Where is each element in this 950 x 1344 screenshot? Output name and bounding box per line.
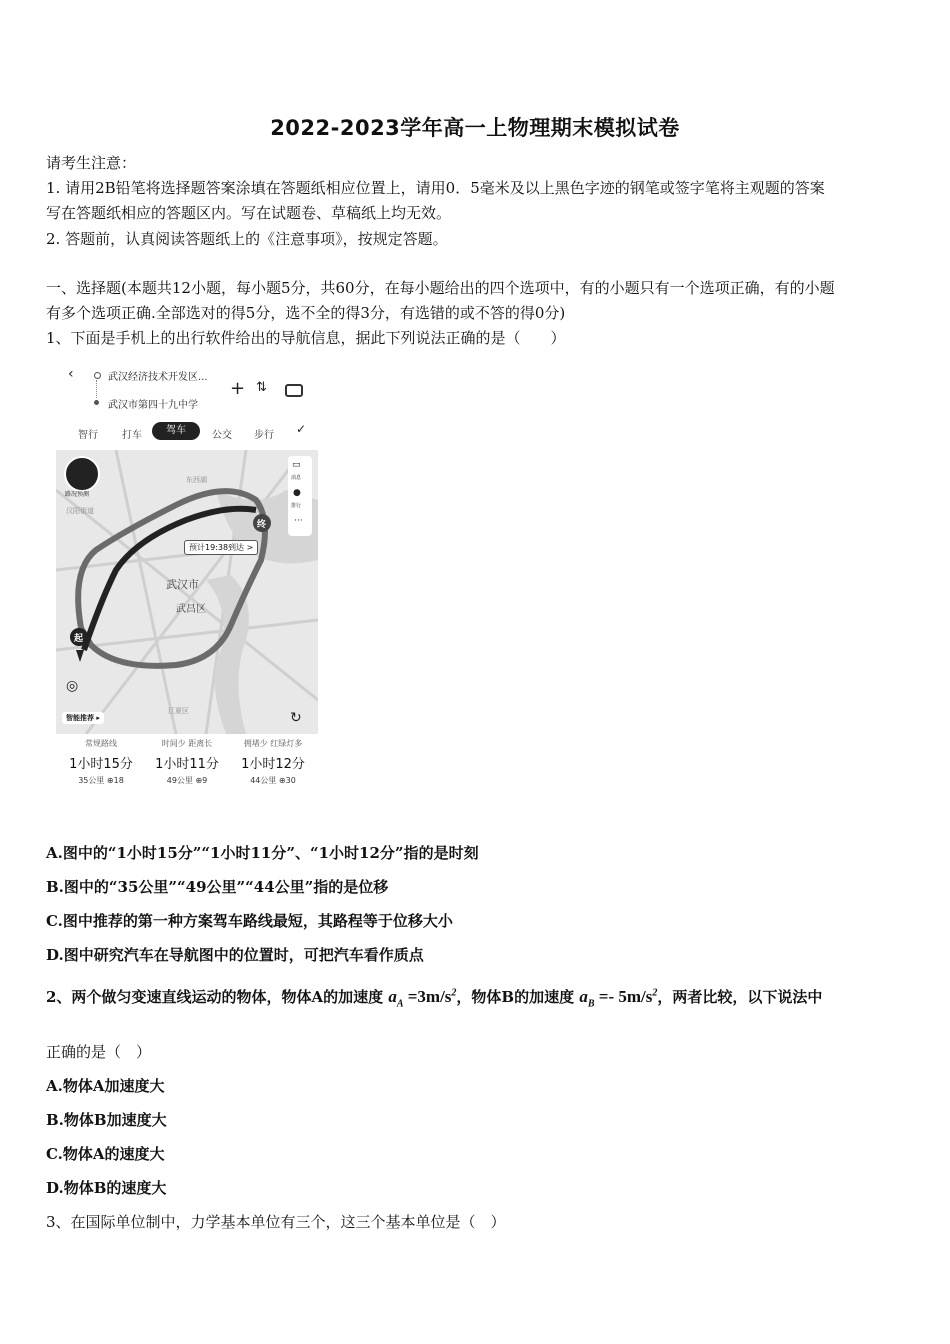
q2-accel-b [579, 987, 658, 1010]
navigation-screenshot [56, 358, 318, 801]
section-intro-line1: 一、选择题(本题共12小题，每小题5分，共60分，在每小题给出的四个选项中，有的小题只有一个选项正确，有的小题 [46, 279, 835, 297]
q1-option-b: B.图中的“35公里”“49公里”“44公里”指的是位移 [46, 878, 389, 896]
q1-option-d: D.图中研究汽车在导航图中的位置时，可把汽车看作质点 [46, 946, 424, 964]
q1-stem: 1、下面是手机上的出行软件给出的导航信息，据此下列说法正确的是（ ） [46, 329, 566, 347]
tab-smart[interactable]: 智行 [78, 430, 98, 441]
notice-item1-line1: 1. 请用2B铅笔将选择题答案涂填在答题纸相应位置上，请用0．5毫米及以上黑色字迹的钢笔或签字笔将主观题的答案 [46, 179, 825, 197]
plan-name: 常规路线 [85, 739, 117, 748]
route-map[interactable] [56, 450, 318, 734]
locate-icon[interactable]: ◎ [66, 678, 79, 694]
route-plan-2[interactable] [144, 738, 230, 786]
plan-distance: 49公里 ⊕9 [166, 776, 208, 785]
add-stop-icon[interactable]: + [230, 378, 246, 399]
notice-heading: 请考生注意： [46, 154, 137, 172]
smart-recommend-button[interactable] [62, 712, 104, 724]
q2-stem-line2: 正确的是（ ） [46, 1043, 152, 1061]
map-roads [56, 450, 318, 734]
tab-taxi[interactable]: 打车 [122, 430, 142, 441]
route-connector [96, 380, 98, 398]
symbol-a: a [388, 987, 397, 1006]
traffic-gauge-icon[interactable] [64, 456, 100, 492]
more-icon[interactable]: ··· [294, 516, 303, 526]
q2-part2: ，物体B的加速度 [456, 988, 575, 1006]
eta-bubble[interactable] [184, 540, 258, 555]
start-label: 起 [74, 634, 84, 644]
superscript-b: 2 [652, 987, 658, 999]
route-header [56, 358, 318, 450]
tab-drive[interactable] [152, 422, 200, 440]
notice-item1-line2: 写在答题纸相应的答题区内。写在试题卷、草稿纸上均无效。 [46, 204, 452, 222]
q2-option-a: A.物体A加速度大 [46, 1077, 165, 1095]
q2-part3: ，两者比较，以下说法中 [657, 988, 823, 1006]
q2-part1: 2、两个做匀变速直线运动的物体，物体A的加速度 [46, 988, 384, 1006]
plan-name: 拥堵少 红绿灯多 [243, 739, 303, 748]
tab-drive-label: 驾车 [166, 425, 186, 436]
message-icon[interactable]: ▭ [292, 460, 301, 470]
south-label: 江夏区 [168, 707, 189, 715]
symbol-b: a [579, 987, 588, 1006]
plan-time: 1小时15分 [69, 757, 133, 772]
more-modes-icon[interactable]: ✓ [296, 422, 307, 436]
q2-accel-a [388, 987, 457, 1010]
plan-time: 1小时12分 [241, 757, 305, 772]
value-a: =3m/s [407, 987, 452, 1006]
q1-option-c: C.图中推荐的第一种方案驾车路线最短，其路程等于位移大小 [46, 912, 453, 930]
rank-label: 排行 [291, 503, 302, 509]
plan-distance: 35公里 ⊕18 [78, 776, 124, 785]
vehicle-icon[interactable] [285, 384, 303, 397]
street-label: 汉阳街道 [66, 507, 94, 515]
refresh-icon[interactable]: ↻ [290, 710, 302, 726]
traffic-label: 路况预测 [65, 491, 90, 498]
location-arrow-icon [76, 650, 84, 662]
rank-icon[interactable]: ● [293, 488, 301, 498]
section-intro-line2: 有多个选项正确.全部选对的得5分，选不全的得3分，有选错的或不答的得0分) [46, 304, 566, 322]
tab-bus[interactable]: 公交 [212, 430, 232, 441]
plan-name: 时间少 距离长 [161, 739, 213, 748]
north-label: 东西湖 [186, 476, 207, 484]
notice-item2: 2. 答题前，认真阅读答题纸上的《注意事项》，按规定答题。 [46, 230, 448, 248]
plan-distance: 44公里 ⊕30 [250, 776, 296, 785]
q2-option-d: D.物体B的速度大 [46, 1179, 167, 1197]
route-plan-1[interactable] [58, 738, 144, 786]
value-b: =- 5m/s [598, 987, 653, 1006]
q2-option-c: C.物体A的速度大 [46, 1145, 165, 1163]
eta-text: 预计19:38到达 > [189, 543, 254, 552]
end-label: 终 [257, 520, 267, 530]
smart-recommend-label: 智能推荐 ▸ [66, 714, 100, 722]
origin-text[interactable]: 武汉经济技术开发区... [108, 372, 208, 383]
destination-text[interactable]: 武汉市第四十九中学 [108, 400, 198, 411]
plan-time: 1小时11分 [155, 757, 219, 772]
q2-stem-line1 [46, 986, 822, 1009]
exam-title: 2022-2023学年高一上物理期末模拟试卷 [270, 116, 680, 140]
message-label: 消息 [291, 475, 302, 481]
origin-dot-icon [94, 372, 101, 379]
superscript-a: 2 [451, 987, 457, 999]
route-plans [56, 734, 318, 801]
subscript-b: B [587, 998, 595, 1010]
q3-stem: 3、在国际单位制中，力学基本单位有三个，这三个基本单位是（ ） [46, 1213, 506, 1231]
city-label: 武汉市 [166, 578, 199, 591]
destination-dot-icon [94, 400, 99, 405]
q1-option-a: A.图中的“1小时15分”“1小时11分”、“1小时12分”指的是时刻 [46, 844, 479, 862]
side-tools [288, 456, 312, 536]
district-label: 武昌区 [176, 604, 206, 615]
back-arrow-icon[interactable]: ‹ [68, 366, 74, 382]
tab-walk[interactable]: 步行 [254, 430, 274, 441]
subscript-a: A [396, 998, 404, 1010]
route-plan-3[interactable] [230, 738, 316, 786]
q2-option-b: B.物体B加速度大 [46, 1111, 167, 1129]
map-drawing [56, 450, 318, 734]
swap-icon[interactable]: ⇅ [256, 380, 267, 395]
